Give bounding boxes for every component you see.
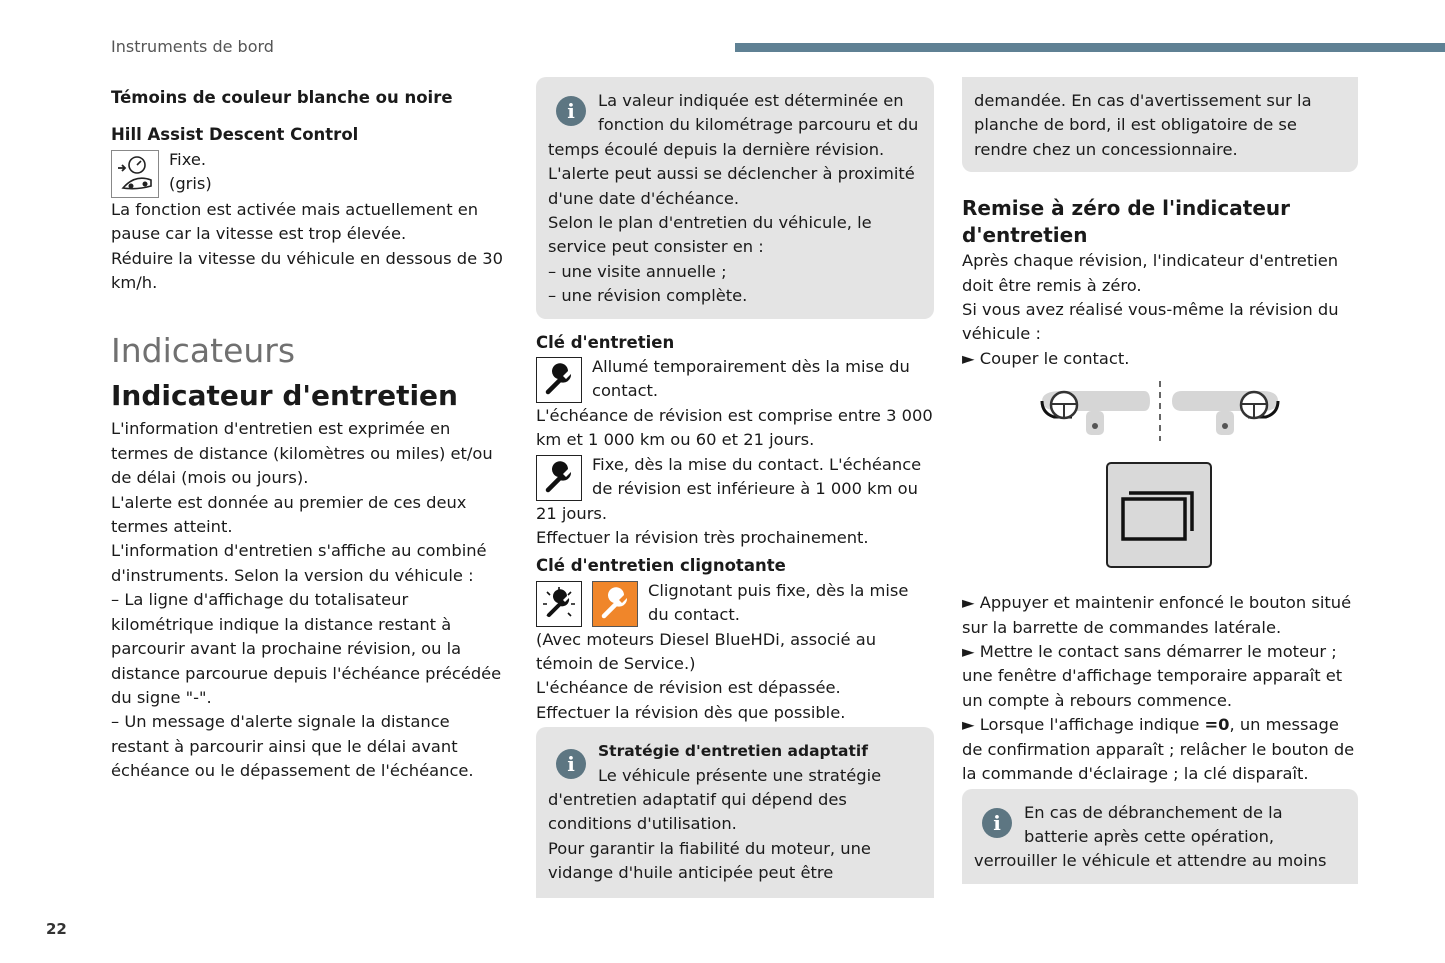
list-item: – La ligne d'affichage du totalisateur kilométrique indique la distance restant à parcourir avant la prochaine révision, ou la distance parcourue depuis l'échéance précédée du signe "-". <box>111 590 502 707</box>
section-header: Instruments de bord <box>111 37 274 56</box>
hill-state-fixed: Fixe. <box>169 149 207 169</box>
paragraph: L'information d'entretien s'affiche au combiné d'instruments. Selon la version du véhicule : <box>111 541 487 585</box>
list-item: – une visite annuelle ; <box>548 261 727 281</box>
step-item <box>962 713 1358 786</box>
column-1 <box>111 86 511 784</box>
column-2 <box>536 77 934 898</box>
maintenance-indicator-heading: Indicateur d'entretien <box>111 379 458 413</box>
info-box-continued <box>962 77 1358 172</box>
step4-pre: Lorsque l'affichage indique <box>979 715 1205 735</box>
list-item: – Un message d'alerte signale la distance restant à parcourir ainsi que le délai avant échéance ou le dépassement de l'échéance. <box>111 712 474 781</box>
service-key-title: Clé d'entretien <box>536 332 675 352</box>
info-text: La valeur indiquée est déterminée en fonction du kilométrage parcouru et du temps écoulé depuis la dernière révision. <box>548 91 919 159</box>
info-box-service <box>536 77 934 319</box>
service-key-row-2 <box>536 453 934 526</box>
adaptive-strategy-title: Stratégie d'entretien adaptatif <box>598 742 868 761</box>
info-text: L'alerte peut aussi se déclencher à proximité d'une date d'échéance. <box>548 164 915 208</box>
blinking-wrench-icon <box>536 581 582 627</box>
info-icon: i <box>982 808 1012 838</box>
blink-after: Effectuer la révision dès que possible. <box>536 702 846 722</box>
paragraph: L'information d'entretien est exprimée en termes de distance (kilomètres ou miles) et/ou de délai (mois ou jours). <box>111 419 493 488</box>
wrench-icon <box>536 357 582 403</box>
reset-text: Après chaque révision, l'indicateur d'entretien doit être remis à zéro. <box>962 251 1339 295</box>
info-box-battery <box>962 789 1358 884</box>
blinking-key-row <box>536 579 934 628</box>
hill-assist-row <box>111 148 511 198</box>
hill-desc-2: Réduire la vitesse du véhicule en dessous de 30 km/h. <box>111 248 504 293</box>
orange-wrench-icon <box>592 581 638 627</box>
step-item: ► Appuyer et maintenir enfoncé le bouton situé sur la barrette de commandes latérale. <box>962 591 1358 640</box>
info-text: Le véhicule présente une stratégie d'entretien adaptatif qui dépend des conditions d'utilisation. <box>548 765 882 834</box>
wrench-icon <box>536 455 582 501</box>
steering-button-illustration <box>962 371 1358 591</box>
key2-text: Fixe, dès la mise du contact. L'échéance de révision est inférieure à 1 000 km ou 21 jours. <box>536 454 922 523</box>
info-text: Selon le plan d'entretien du véhicule, le service peut consister en : <box>548 213 872 257</box>
hill-state-grey: (gris) <box>169 174 212 194</box>
paragraph: L'alerte est donnée au premier de ces deux termes atteint. <box>111 492 467 537</box>
blinking-key-title: Clé d'entretien clignotante <box>536 556 786 576</box>
page-number: 22 <box>46 920 67 938</box>
hill-assist-title: Hill Assist Descent Control <box>111 125 359 145</box>
info-icon: i <box>556 96 586 126</box>
info-icon: i <box>556 749 586 779</box>
step-item: ► Mettre le contact sans démarrer le moteur ; une fenêtre d'affichage temporaire apparaît et un compte à rebours commence. <box>962 640 1358 713</box>
indicators-heading: Indicateurs <box>111 331 296 371</box>
hill-desc-1: La fonction est activée mais actuellement en pause car la vitesse est trop élevée. <box>111 199 479 244</box>
step4-value: =0 <box>1204 715 1230 735</box>
reset-heading: Remise à zéro de l'indicateur d'entretien <box>962 196 1290 248</box>
step4-post: , un message de confirmation apparaît ; relâcher le bouton de la commande d'éclairage ; la clé disparaît. <box>962 715 1355 784</box>
info-text: En cas de débranchement de la batterie après cette opération, verrouiller le véhicule et attendre au moins <box>974 802 1327 871</box>
info-text: Pour garantir la fiabilité du moteur, une vidange d'huile anticipée peut être <box>548 838 871 883</box>
reset-text: Si vous avez réalisé vous-même la révision du véhicule : <box>962 300 1339 344</box>
blink-after: (Avec moteurs Diesel BlueHDi, associé au témoin de Service.) <box>536 629 877 673</box>
blink-after: L'échéance de révision est dépassée. <box>536 678 841 698</box>
list-item: – une révision complète. <box>548 286 748 306</box>
key1-after: L'échéance de révision est comprise entre 3 000 km et 1 000 km ou 60 et 21 jours. <box>536 405 933 450</box>
step-item: ► Couper le contact. <box>962 347 1358 371</box>
header-bar <box>735 43 1445 52</box>
witness-title: Témoins de couleur blanche ou noire <box>111 88 453 107</box>
hill-descent-icon <box>111 150 159 198</box>
info-box-adaptive <box>536 727 934 897</box>
column-3 <box>962 77 1358 884</box>
info-text: demandée. En cas d'avertissement sur la planche de bord, il est obligatoire de se rendre chez un concessionnaire. <box>974 91 1312 159</box>
key2-after: Effectuer la révision très prochainement. <box>536 527 869 547</box>
key1-text: Allumé temporairement dès la mise du contact. <box>592 357 910 401</box>
reset-illustration <box>962 371 1358 591</box>
service-key-row-1 <box>536 355 934 404</box>
blink-text: Clignotant puis fixe, dès la mise du contact. <box>648 580 909 625</box>
